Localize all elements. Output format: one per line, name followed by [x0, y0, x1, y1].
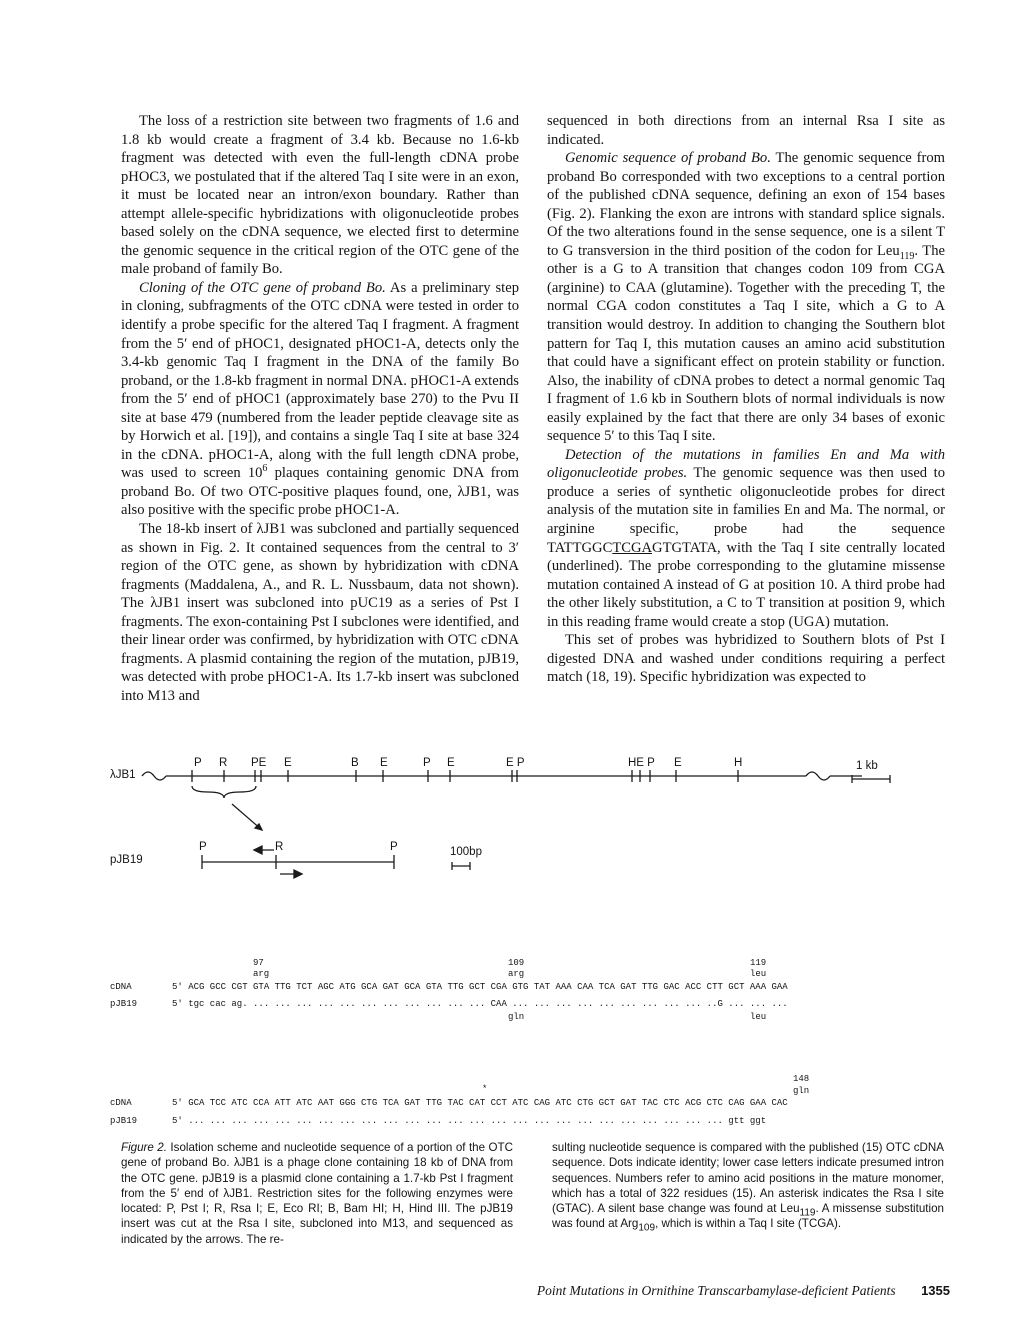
scale-1kb: 1 kb — [856, 760, 878, 772]
page-footer — [420, 1283, 950, 1299]
brace — [192, 786, 256, 798]
seq2-pjb19: 5′ ... ... ... ... ... ... ... ... ... ... ... ... ... ... ... ... ... ... ... ... ... ... ... ... ... gtt ggt — [172, 1116, 767, 1126]
seq2-cdna: 5′ GCA TCC ATC CCA ATT ATC AAT GGG CTG TCA GAT TTG TAC CAT CCT ATC CAG ATC CTG GCT GAT TAC CTC ACG CTC CAG GAA CAC — [172, 1098, 788, 1108]
paragraph-cloning — [121, 279, 519, 520]
detection-text-a: The genomic sequence was then used to produce a series of synthetic oligonucleotide probes for direct analysis of the mutation site in families En and Ma. The normal, or arginine specific, probe had the sequence TATTGGC — [547, 465, 945, 556]
detection-text-b: GTGTATA, with the Taq I site centrally located (underlined). The probe corresponding to the glutamine missense mutation contained A instead of G at position 10. A third probe had the other likely substitution, a C to T transition at position 9, which in this reading frame would create a stop (UGA) mutation. — [547, 539, 945, 630]
taq-site-underlined: TCGA — [612, 539, 653, 556]
aa-97: arg — [253, 969, 270, 979]
genomic-text-a: The genomic sequence from proband Bo corresponded with two exceptions to a central portion of the published cDNA sequence, defining an exon of 154 bases (Fig. 2). Flanking the exon are introns with standard splice signals. Of the two alterations found in the sense sequence, one is a silent T to G transversion in the third position of the codon for Leu — [547, 150, 946, 259]
site-e1: E — [284, 757, 292, 769]
site-e4: E — [674, 757, 682, 769]
figure-2 — [110, 750, 910, 1145]
page-number: 1355 — [921, 1283, 950, 1298]
caption-text-right-a: sulting nucleotide sequence is compared with the published (15) OTC cDNA sequence. Dots indicate identity; lower case letters indicate presumed intron sequences. Numbers refer to amino acid positions in the mature monomer, which has a total of 322 residues (15). An asterisk indicates the Rsa I site (GTAC). A silent base change was found at Leu — [552, 1141, 944, 1216]
pos-109: 109 — [508, 958, 525, 968]
restriction-map-lines — [110, 750, 910, 890]
sub-site-r: R — [275, 841, 284, 853]
site-ep: E P — [506, 757, 525, 769]
seq1-pjb19: 5′ tgc cac ag. ... ... ... ... ... ... ... ... ... ... ... CAA ... ... ... ... ... ... ... ... ... ..G ... ... ... — [172, 999, 788, 1009]
seq1-cdna: 5′ ACG GCC CGT GTA TTG TCT AGC ATG GCA GAT GCA GTA TTG GCT CGA GTG TAT AAA CAA TCA GAT TTG GAC ACC CTT GCT AAA GAA — [172, 982, 788, 992]
heading-cloning: Cloning of the OTC gene of proband Bo. — [139, 279, 386, 296]
heading-detection: Detection of the mutations in families En and Ma with oligonucleotide probes. — [547, 446, 945, 482]
running-title: Point Mutations in Ornithine Transcarbamylase-deficient Patients — [536, 1283, 896, 1298]
seq2-pjb19-label: pJB19 — [110, 1116, 138, 1126]
paragraph-detection — [547, 446, 945, 631]
pos-148: 148 — [793, 1074, 810, 1084]
paragraph-restriction-site: The loss of a restriction site between two fragments of 1.6 and 1.8 kb would create a fragment of 3.4 kb. Because no 1.6-kb fragment was detected with even the full-length cDNA probe pHOC3, we postulated that if the altered Taq I site were in an exon, it must be located near an intron/exon boundary. Rather than attempt allele-specific hybridizations with oligonucleotide probes based solely on the cDNA sequence, we elected first to determine the genomic sequence in the critical region of the OTC gene of the male proband of family Bo. — [121, 113, 519, 278]
subscript-119: 119 — [899, 250, 915, 262]
mut-119: leu — [750, 1012, 767, 1022]
site-h: H — [734, 757, 743, 769]
pjb19-label: pJB19 — [110, 854, 143, 866]
aa-148: gln — [793, 1086, 810, 1096]
cloning-text-b: plaques containing genomic DNA from proband Bo. Of two OTC-positive plaques found, one, λJB1, was also positive with the specific probe pHOC1-A. — [121, 465, 519, 519]
seq1-cdna-label: cDNA — [110, 982, 132, 992]
caption-text-left: Isolation scheme and nucleotide sequence of a portion of the OTC gene of proband Bo. λJB1 is a phage clone containing 18 kb of DNA from the OTC gene. pJB19 is a plasmid clone containing a 1.7-kb Pst I fragment from the 5′ end of λJB1. Restriction sites for the following enzymes were located: P, Pst I; R, Rsa I; E, Eco RI; B, Bam HI; H, Hind III. The pJB19 insert was cut at the Rsa I site, subcloned into M13, and sequenced as indicated by the arrows. The re- — [121, 1141, 513, 1246]
rsa-asterisk: * — [482, 1084, 488, 1094]
sub-site-p1: P — [199, 841, 207, 853]
paragraph-probes: This set of probes was hybridized to Southern blots of Pst I digested DNA and washed under conditions requiring a perfect match (18, 19). Specific hybridization was expected to — [547, 632, 945, 686]
paragraph-subcloning: The 18-kb insert of λJB1 was subcloned and partially sequenced as shown in Fig. 2. It contained sequences from the central to 3′ region of the OTC gene, as shown by hybridization with cDNA fragments (Maddalena, A., and R. L. Nussbaum, data not shown). The λJB1 insert was subcloned into pUC19 as a series of Pst I fragments. The exon-containing Pst I subclones were identified, and their linear order was confirmed, by hybridization with OTC cDNA fragments. A plasmid containing the region of the mutation, pJB19, was detected with probe pHOC1-A. Its 1.7-kb insert was subcloned into M13 and — [121, 521, 519, 704]
wavy-end-left — [142, 772, 166, 780]
pos-97: 97 — [253, 958, 264, 968]
jb1-label: λJB1 — [110, 769, 136, 781]
aa-109: arg — [508, 969, 525, 979]
site-e3: E — [447, 757, 455, 769]
seq2-cdna-label: cDNA — [110, 1098, 132, 1108]
sub-site-p2: P — [390, 841, 398, 853]
paragraph-continued: sequenced in both directions from an internal Rsa I site as indicated. — [547, 113, 945, 148]
caption-label: Figure 2. — [121, 1141, 167, 1154]
site-p2: P — [423, 757, 431, 769]
caption-sub-109: 109 — [638, 1222, 656, 1234]
site-e2: E — [380, 757, 388, 769]
heading-genomic-sequence: Genomic sequence of proband Bo. — [565, 150, 771, 167]
caption-text-right-b: . A missense substitution was found at Arg — [552, 1202, 944, 1231]
genomic-text-b: . The other is a G to A transition that changes codon 109 from CGA (arginine) to CAA (glutamine). Together with the preceding T, the normal CGA codon constitutes a Taq I site, which a G to A transition would destroy. In addition to changing the Southern blot pattern for Taq I, this mutation causes an amino acid substitution that could have a significant effect on protein stability or function. Also, the inability of cDNA probes to detect a normal genomic Taq I fragment of 1.6 kb in Southern blots of normal individuals is now easily explained by the fact that there are only 34 bases of exonic sequence 5′ to this Taq I site. — [547, 242, 945, 445]
site-r1: R — [219, 757, 228, 769]
figure-caption-right — [552, 1140, 944, 1232]
cloning-text-a: As a preliminary step in cloning, subfragments of the OTC cDNA were tested in order to identify a probe specific for the altered Taq I fragment. A fragment from the 5′ end of pHOC1, designated pHOC1-A, detects only the 3.4-kb genomic Taq I fragment in the DNA of the family Bo proband, or the 1.8-kb fragment in normal DNA. pHOC1-A extends from the 5′ end of pHOC1 (approximately base 270) to the Pvu II site at base 479 (numbered from the leader peptide cleavage site as by Horwich et al. [19]), and contains a single Taq I site at base 324 in the cDNA. pHOC1-A, along with the full length cDNA probe, was used to screen 10 — [121, 279, 519, 482]
left-column — [121, 112, 519, 706]
scale-100bp: 100bp — [450, 846, 482, 858]
site-b: B — [351, 757, 359, 769]
mut-109: gln — [508, 1012, 525, 1022]
paragraph-genomic-sequence — [547, 149, 945, 446]
seq1-pjb19-label: pJB19 — [110, 999, 138, 1009]
wavy-end-right — [806, 772, 830, 780]
pos-119: 119 — [750, 958, 767, 968]
caption-text-right-c: , which is within a Taq I site (TCGA). — [655, 1217, 842, 1231]
figure-caption-left — [121, 1140, 513, 1247]
right-column — [547, 112, 945, 687]
superscript-6: 6 — [262, 463, 268, 475]
site-pe: PE — [251, 757, 267, 769]
site-hep: HE P — [628, 757, 655, 769]
aa-119: leu — [750, 969, 767, 979]
caption-sub-119: 119 — [799, 1207, 816, 1219]
site-p1: P — [194, 757, 202, 769]
